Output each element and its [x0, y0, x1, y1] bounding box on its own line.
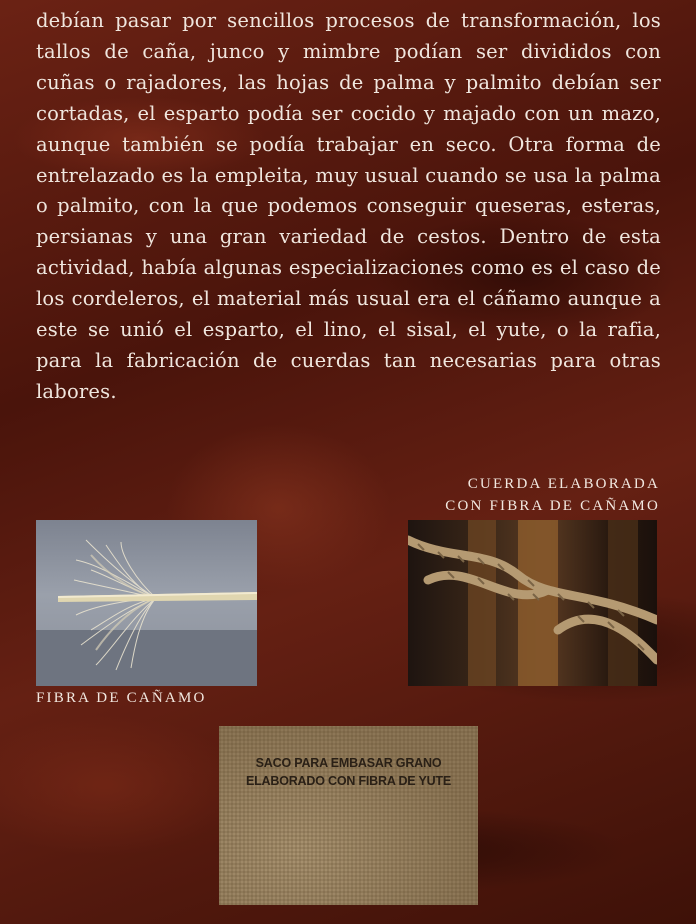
saco-label-line1: SACO PARA EMBASAR GRANO	[255, 756, 442, 770]
photo-fibra-canamo	[36, 520, 257, 686]
caption-fibra: FIBRA DE CAÑAMO	[36, 690, 207, 706]
photo-saco-yute	[219, 726, 478, 905]
caption-cuerda-line1: CUERDA ELABORADA	[467, 476, 660, 492]
saco-label	[219, 754, 478, 790]
caption-cuerda	[360, 473, 660, 517]
photo-cuerda-canamo	[408, 520, 657, 686]
saco-label-line2: ELABORADO CON FIBRA DE YUTE	[245, 774, 452, 788]
caption-cuerda-line2: CON FIBRA DE CAÑAMO	[445, 498, 660, 514]
body-paragraph: debían pasar por sencillos procesos de transformación, los tallos de caña, junco y mimbre podían ser divididos con cuñas o rajadores, las hojas de palma y palmito debían ser cortadas, el esparto podía ser cocido y majado con un mazo, aunque también se podía trabajar en seco. Otra forma de entrelazado es la empleita, muy usual cuando se usa la palma o palmito, con la que podemos conseguir queseras, esteras, persianas y una gran variedad de cestos. Dentro de esta actividad, había algunas especializaciones como es el caso de los cordeleros, el material más usual era el cáñamo aunque a este se unió el esparto, el lino, el sisal, el yute, o la rafia, para la fabricación de cuerdas tan necesarias para otras labores.	[36, 9, 661, 403]
